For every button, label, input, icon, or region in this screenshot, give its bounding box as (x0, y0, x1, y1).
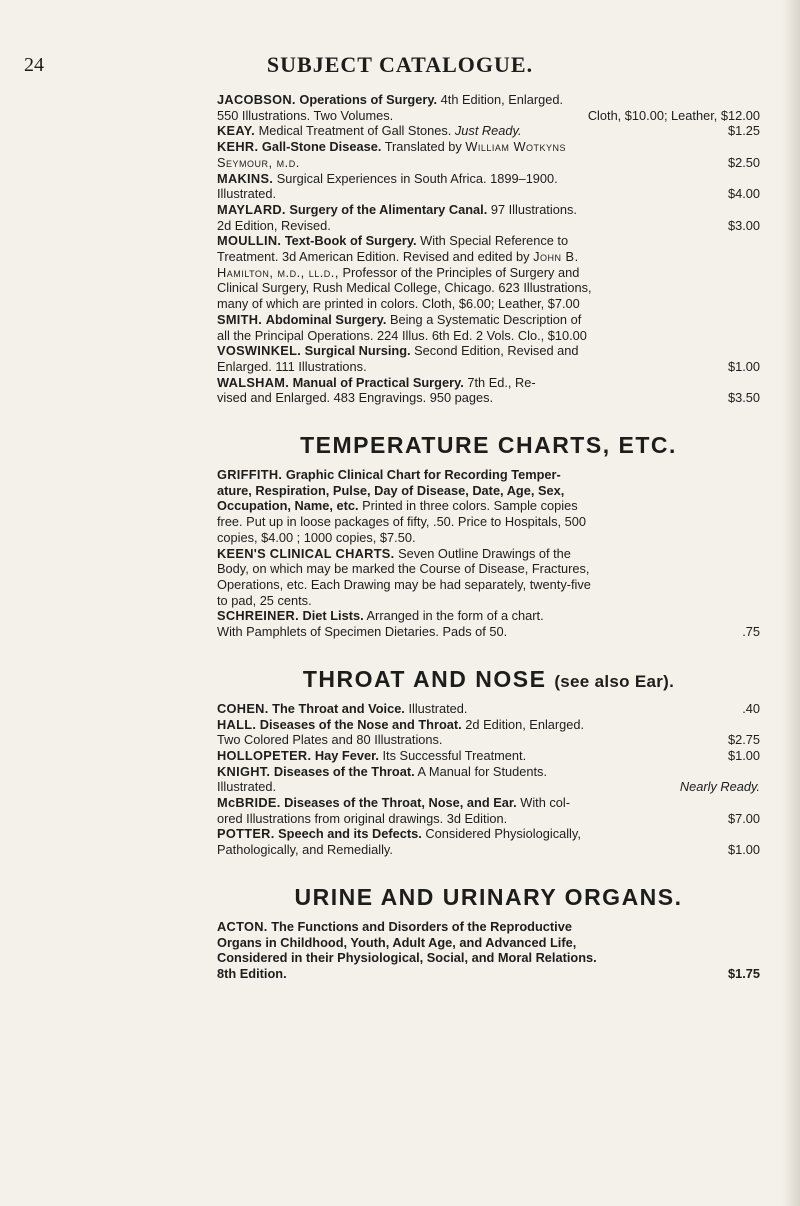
book-title: Abdominal Surgery. (265, 311, 387, 327)
description: Seven Outline Drawings of the (398, 545, 571, 561)
catalogue-content (217, 92, 760, 982)
description: Printed in three colors. Sample copies (362, 498, 578, 514)
entry-griffith (217, 467, 760, 546)
entry-potter (217, 826, 760, 857)
price: $1.00 (727, 358, 760, 374)
description-price: many of which are printed in colors. Cloth, $6.00; Leather, $7.00 (217, 296, 580, 312)
description: Professor of the Principles of Surgery and (342, 264, 580, 280)
entry-maylard (217, 202, 760, 233)
price: $1.00 (727, 842, 760, 858)
description: Illustrated. (217, 779, 277, 795)
running-title: SUBJECT CATALOGUE. (266, 52, 534, 77)
author-name: SMITH. (217, 311, 263, 327)
author-name: KEEN'S CLINICAL CHARTS. (217, 545, 395, 561)
book-title: Speech and its Defects. (278, 826, 422, 842)
book-title: Manual of Practical Surgery. (292, 374, 464, 390)
description: Its Successful Treatment. (382, 747, 527, 763)
price: $7.00 (727, 810, 760, 826)
book-title: Medical Treatment of Gall Stones. (258, 123, 452, 139)
book-title: Graphic Clinical Chart for Recording Temper- (285, 467, 561, 483)
entry-schreiner (217, 608, 760, 639)
entry-kehr (217, 139, 760, 170)
price: Cloth, $10.00; Leather, $12.00 (587, 107, 760, 123)
edition-text: 2d Edition, Revised. (217, 217, 331, 233)
price: $1.25 (727, 123, 760, 139)
price: .75 (742, 624, 760, 640)
description: Being a Systematic Description of (389, 311, 582, 327)
description: Body, on which may be marked the Course of Disease, Fractures, (217, 561, 590, 577)
book-title: Gall-Stone Disease. (261, 139, 382, 155)
author-name: KEAY. (217, 123, 256, 139)
author-name: MAKINS. (217, 170, 274, 186)
book-title: The Throat and Voice. (272, 700, 405, 716)
translator-name-cont: Seymour, m.d. (217, 154, 300, 170)
book-title-cont: ature, Respiration, Pulse, Day of Disease, Date, Age, Sex, (217, 482, 565, 498)
section-heading-temperature: TEMPERATURE CHARTS, ETC. (300, 432, 677, 459)
entry-cohen (217, 701, 760, 717)
price: $3.50 (727, 390, 760, 406)
description: ored Illustrations from original drawings. 3d Edition. (217, 810, 508, 826)
author-name: POTTER. (217, 826, 275, 842)
section-heading-main: THROAT AND NOSE (302, 665, 547, 692)
price: $1.75 (727, 965, 760, 981)
section-heading-urine: URINE AND URINARY ORGANS. (294, 883, 683, 910)
book-title-cont: Considered in their Physiological, Social, and Moral Relations. (217, 950, 597, 966)
author-name: HALL. (217, 716, 257, 732)
book-title-cont: Organs in Childhood, Youth, Adult Age, and Advanced Life, (217, 934, 577, 950)
description: 550 Illustrations. Two Volumes. (217, 107, 394, 123)
editor-name: John B. (533, 249, 579, 265)
editor-name-cont: Hamilton, m.d., ll.d., (217, 264, 339, 280)
description: Illustrated. (217, 186, 277, 202)
description-price: copies, $4.00 ; 1000 copies, $7.50. (217, 529, 416, 545)
price: $4.00 (727, 186, 760, 202)
description: 97 Illustrations. (490, 201, 577, 217)
edition-text: 7th Ed., Re- (467, 374, 536, 390)
description: Treatment. 3d American Edition. Revised and edited by (217, 249, 530, 265)
description: A Manual for Students. (417, 763, 547, 779)
book-title: Hay Fever. (314, 747, 379, 763)
description: Enlarged. 111 Illustrations. (217, 358, 367, 374)
author-name: KEHR. (217, 139, 259, 155)
entry-hollopeter (217, 748, 760, 764)
author-name: JACOBSON. (217, 92, 296, 107)
author-name: McBRIDE. (217, 795, 281, 811)
availability-note: Just Ready. (454, 123, 522, 139)
description-price: to pad, 25 cents. (217, 592, 312, 608)
entry-moullin (217, 233, 760, 312)
book-title: The Functions and Disorders of the Reproductive (271, 918, 572, 934)
entry-jacobson (217, 92, 760, 123)
book-title: Surgical Experiences in South Africa. (276, 170, 487, 186)
description: With Pamphlets of Specimen Dietaries. Pads of 50. (217, 624, 508, 640)
author-name: MAYLARD. (217, 201, 286, 217)
entry-keay (217, 123, 760, 139)
price: .40 (742, 700, 760, 716)
book-title: Operations of Surgery. (299, 92, 438, 107)
description: Operations, etc. Each Drawing may be had separately, twenty-five (217, 576, 591, 592)
description: vised and Enlarged. 483 Engravings. 950 pages. (217, 390, 494, 406)
description: Clinical Surgery, Rush Medical College, Chicago. 623 Illustrations, (217, 280, 592, 296)
entry-mcbride (217, 795, 760, 826)
section-heading-crossref: (see also Ear). (554, 671, 675, 691)
book-title: Diet Lists. (302, 608, 364, 624)
price: $2.50 (727, 154, 760, 170)
author-name: VOSWINKEL. (217, 343, 302, 359)
book-title: Diseases of the Throat, Nose, and Ear. (284, 795, 517, 811)
entry-hall (217, 717, 760, 748)
price: $1.00 (727, 747, 760, 763)
entry-knight (217, 764, 760, 795)
book-title: Surgical Nursing. (304, 343, 411, 359)
author-name: ACTON. (217, 918, 268, 934)
page-number: 24 (24, 54, 44, 76)
author-name: WALSHAM. (217, 374, 290, 390)
page-edge-shadow (782, 0, 800, 1206)
entry-walsham (217, 375, 760, 406)
page-header (0, 50, 800, 80)
entry-acton (217, 919, 760, 982)
description: Pathologically, and Remedially. (217, 842, 393, 858)
author-name: GRIFFITH. (217, 467, 283, 483)
translator-name: William Wotkyns (465, 139, 567, 155)
edition-text: 8th Edition. (217, 965, 287, 981)
book-title-cont: Occupation, Name, etc. (217, 498, 359, 514)
entry-makins (217, 171, 760, 202)
book-title: Text-Book of Surgery. (284, 233, 417, 249)
description: Two Colored Plates and 80 Illustrations. (217, 732, 443, 748)
description: Considered Physiologically, (425, 826, 581, 842)
entry-smith (217, 312, 760, 343)
book-title: Surgery of the Alimentary Canal. (289, 201, 488, 217)
description: With Special Reference to (420, 233, 569, 249)
description: With col- (520, 795, 571, 811)
description-price: all the Principal Operations. 224 Illus. 6th Ed. 2 Vols. Clo., $10.00 (217, 327, 587, 343)
description: free. Put up in loose packages of fifty, .50. Price to Hospitals, 500 (217, 514, 586, 530)
description: Illustrated. (408, 700, 468, 716)
book-title: Diseases of the Throat. (273, 763, 415, 779)
section-heading-throat (217, 666, 760, 693)
author-name: MOULLIN. (217, 233, 282, 249)
author-name: SCHREINER. (217, 608, 299, 624)
edition-text: Second Edition, Revised and (414, 343, 579, 359)
edition-text: 1899–1900. (490, 170, 558, 186)
description: Arranged in the form of a chart. (366, 608, 544, 624)
author-name: HOLLOPETER. (217, 747, 312, 763)
entry-keen (217, 546, 760, 609)
entry-voswinkel (217, 343, 760, 374)
availability-note: Nearly Ready. (679, 779, 760, 795)
author-name: COHEN. (217, 700, 269, 716)
author-name: KNIGHT. (217, 763, 271, 779)
price: $2.75 (727, 732, 760, 748)
book-title: Diseases of the Nose and Throat. (259, 716, 462, 732)
edition-text: 4th Edition, Enlarged. (440, 92, 564, 107)
edition-text: 2d Edition, Enlarged. (465, 716, 585, 732)
price: $3.00 (727, 217, 760, 233)
description: Translated by (384, 139, 462, 155)
